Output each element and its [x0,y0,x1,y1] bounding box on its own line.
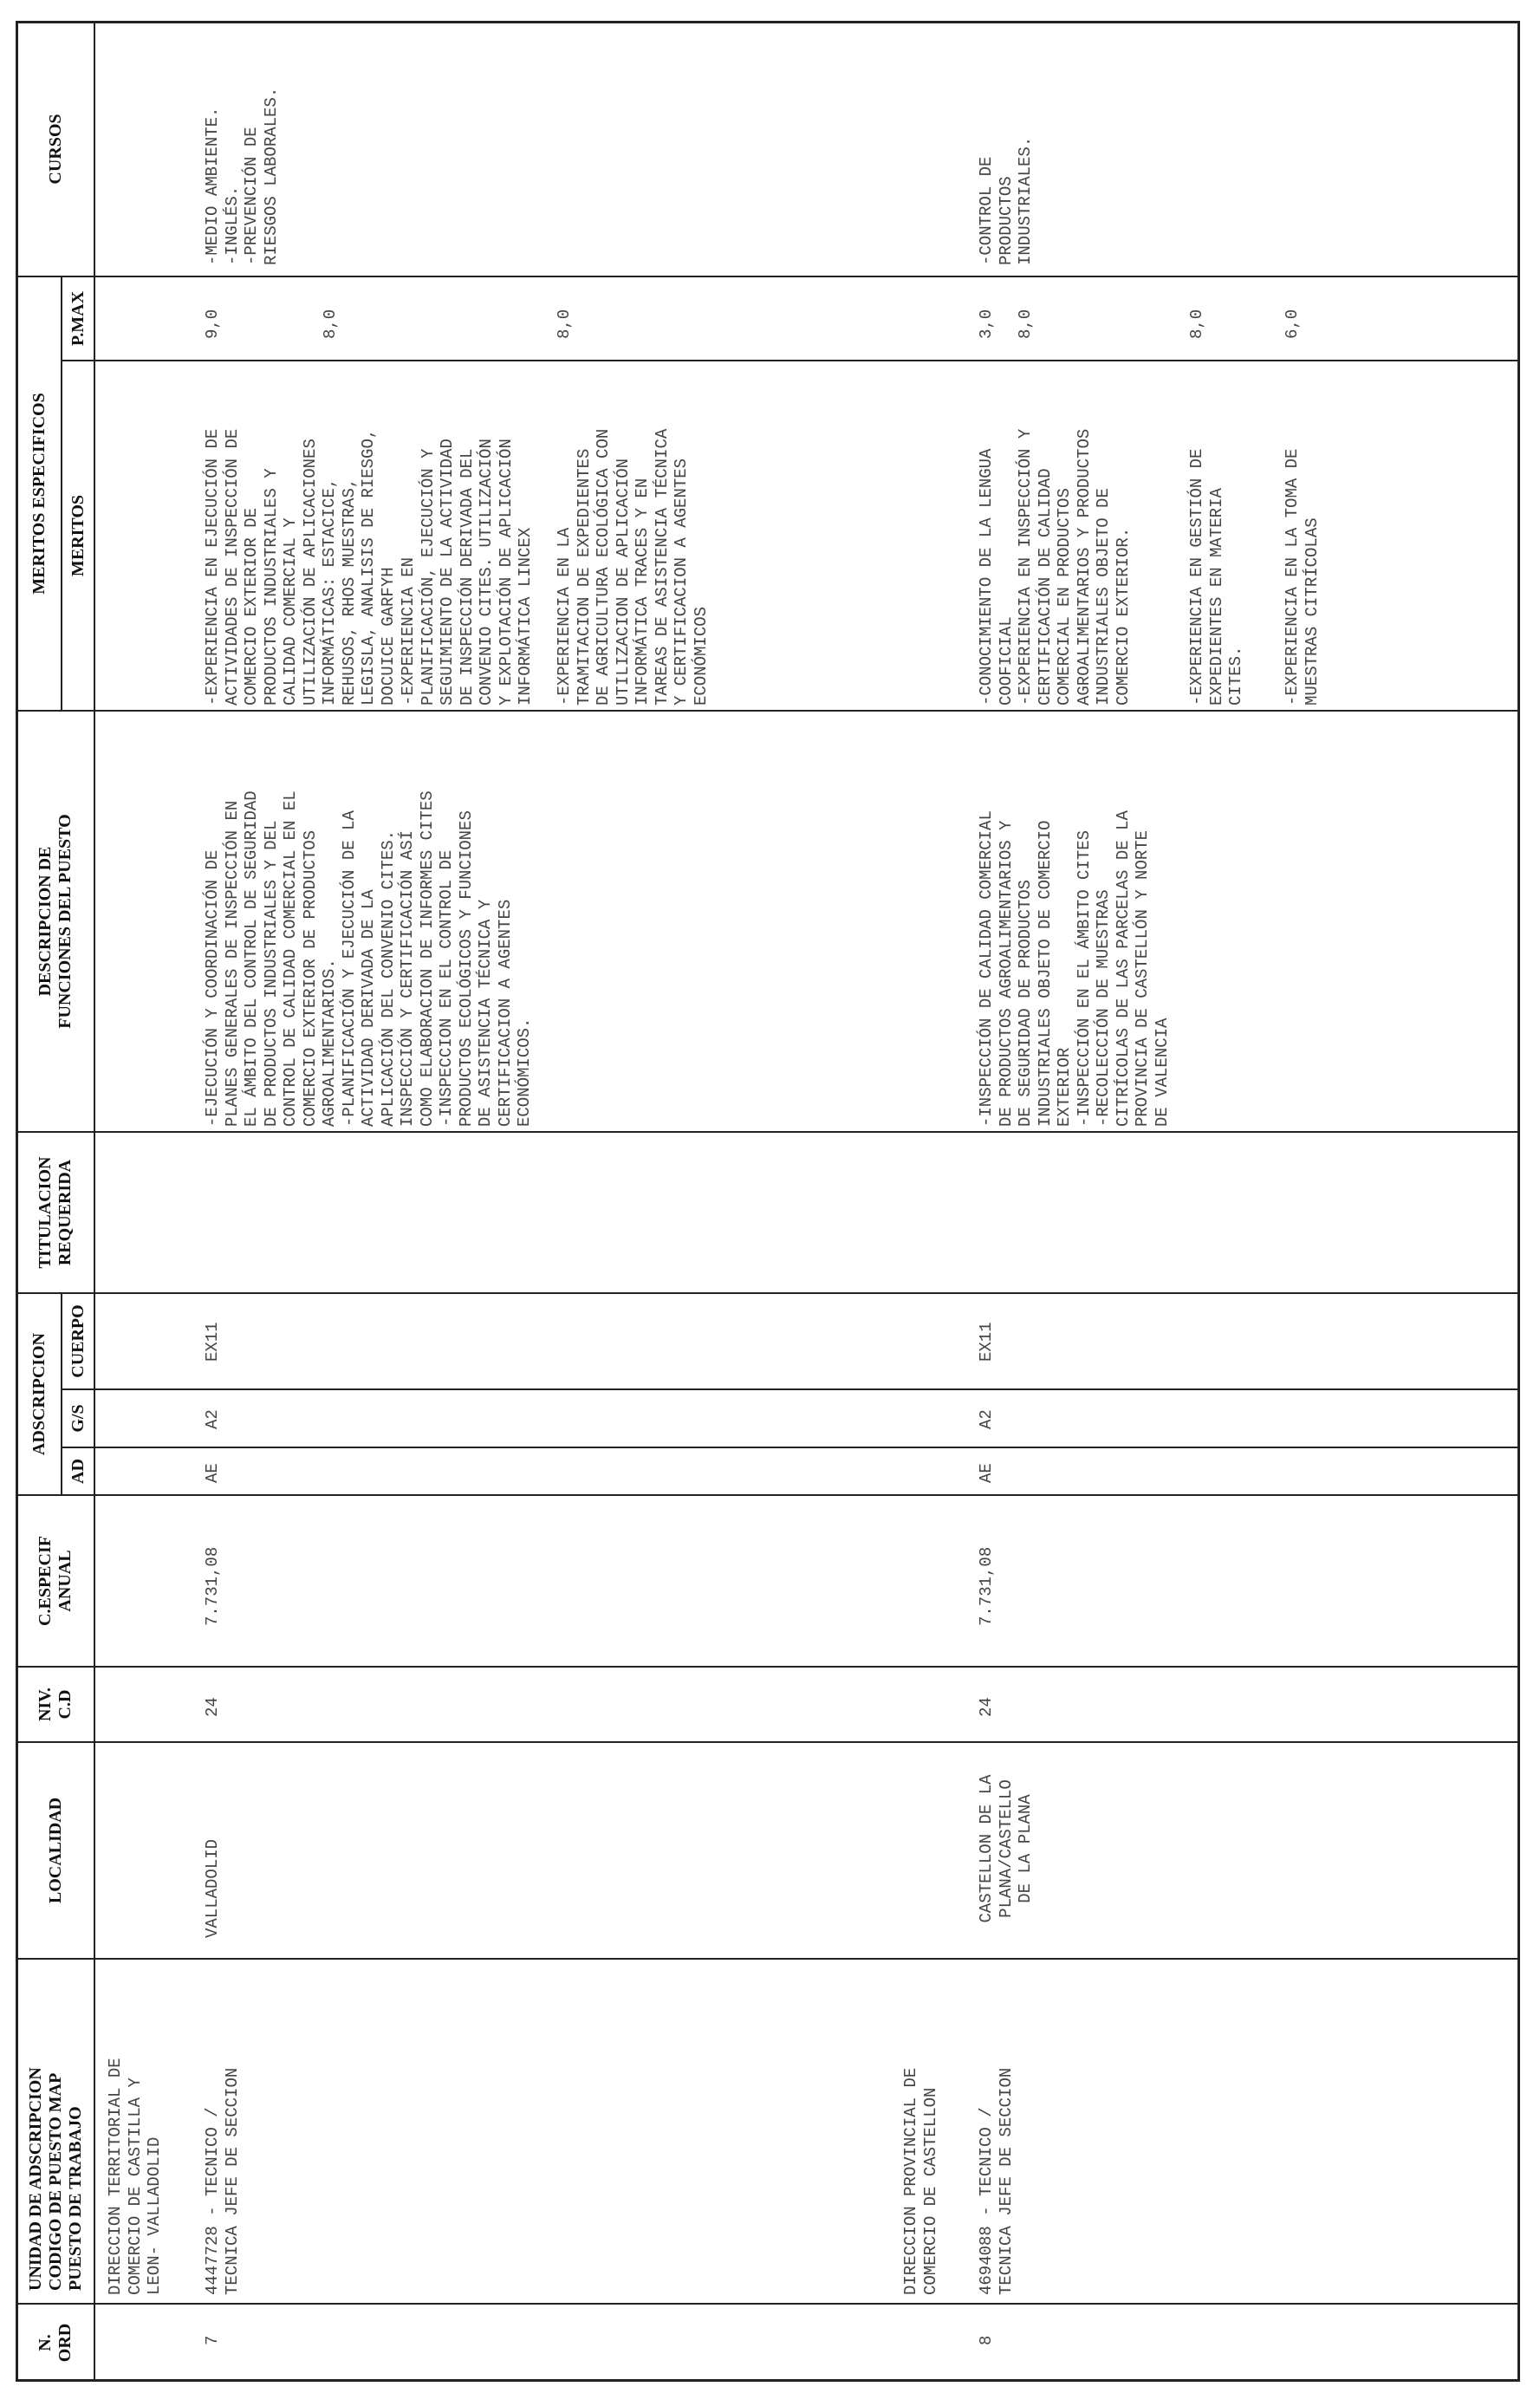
header-cursos: CURSOS [45,114,65,185]
row-merito-pmax: 8,0 [555,309,574,339]
header-titulacion: TITULACION REQUERIDA [36,1156,75,1269]
col-divider [16,1292,1520,1294]
header-niv: NIV. C.D [36,1687,75,1722]
row-cursos: -MEDIO AMBIENTE. -INGLÉS. -PREVENCIÓN DE RIESGOS LABORALES. [203,87,281,265]
row-descripcion: -EJECUCIÓN Y COORDINACIÓN DE PLANES GENERALES DE INSPECCIÓN EN EL ÁMBITO DEL CONTROL DE SEGURIDAD DE PRODUCTOS INDUSTRIALES Y DEL CONTROL DE CALIDAD COMERCIAL EN EL COMERCIO EXTERIOR DE PRODUCTOS AGROALIMENTARIOS. -PLANIFICACIÓN Y EJECUCIÓN DE LA ACTIVIDAD DERIVADA DE LA APLICACIÓN DEL CONVENIO CITES. INSPECCIÓN Y CERTIFICACIÓN ASÍ COMO ELABORACION DE INFORMES CITES -INSPECCION EN EL CONTROL DE PRODUCTOS ECOLÓGICOS Y FUNCIONES DE ASISTENCIA TÉCNICA Y CERTIFICACION A AGENTES ECONÓMICOS. [203,790,534,1127]
row-merito-pmax: 8,0 [1187,309,1206,339]
row-ad: AE [977,1463,996,1483]
header-ad: AD [68,1459,88,1484]
row-n-ord: 7 [203,2335,222,2345]
header-n-ord: N. ORD [36,2323,75,2363]
row-merito: -EXPERIENCIA EN GESTIÓN DE EXPEDIENTES EN MATERIA CITES. [1187,448,1245,706]
col-divider [16,2303,1520,2305]
col-divider [61,360,1520,361]
col-divider [16,1741,1520,1743]
row-merito-pmax: 9,0 [203,309,222,339]
row-cursos: -CONTROL DE PRODUCTOS INDUSTRIALES. [977,136,1035,265]
row-n-ord: 8 [977,2335,996,2345]
row-cuerpo: EX11 [203,1322,222,1362]
row-c-especif: 7.731,08 [203,1546,222,1626]
col-divider [16,1494,1520,1496]
col-divider [16,710,1520,712]
col-divider [61,1447,1520,1448]
row-merito-pmax: 8,0 [1016,309,1035,339]
col-divider [16,276,1520,277]
row-gs: A2 [203,1409,222,1429]
header-meritos: MERITOS [68,494,88,577]
row-descripcion: -INSPECCIÓN DE CALIDAD COMERCIAL DE PRODUCTOS AGROALIMENTARIOS Y DE SEGURIDAD DE PRODUCTOS INDUSTRIALES OBJETO DE COMERCIO EXTERIOR -INSPECCIÓN EN EL ÁMBITO CITES -RECOLECCIÓN DE MUESTRAS CITRÍCOLAS DE LAS PARCELAS DE LA PROVINCIA DE CASTELLÓN Y NORTE DE VALENCIA [977,810,1172,1127]
row-merito-pmax: 8,0 [321,309,340,339]
row-puesto: 4694088 - TECNICO / TECNICA JEFE DE SECCION [977,2067,1016,2295]
header-rule [94,21,95,2382]
row-merito-pmax: 6,0 [1283,309,1302,339]
row-ad: AE [203,1463,222,1483]
header-c-especif: C.ESPECIF ANUAL [36,1536,75,1626]
row-merito: -EXPERIENCIA EN LA TRAMITACION DE EXPEDIENTES DE AGRICULTURA ECOLÓGICA CON UTILIZACION DE APLICACIÓN INFORMÁTICA TRACES Y EN TAREAS DE ASISTENCIA TÉCNICA Y CERTIFICACION A AGENTES ECONÓMICOS [555,428,711,706]
header-descripcion: DESCRIPCION DE FUNCIONES DEL PUESTO [36,814,75,1029]
col-divider [16,1131,1520,1133]
header-unidad: UNIDAD DE ADSCRIPCION CODIGO DE PUESTO MAP PUESTO DE TRABAJO [25,2067,85,2291]
row-merito: -CONOCIMIENTO DE LA LENGUA COOFICIAL [977,448,1016,706]
row-unit-name: DIRECCION TERRITORIAL DE COMERCIO DE CASTILLA Y LEON- VALLADOLID [106,2058,164,2295]
row-puesto: 4447728 - TECNICO / TECNICA JEFE DE SECCION [203,2067,242,2295]
row-localidad: VALLADOLID [203,1838,222,1938]
row-merito: -EXPERIENCIA EN LA TOMA DE MUESTRAS CITRÍCOLAS [1283,448,1322,706]
col-divider [16,1666,1520,1668]
row-localidad: CASTELLON DE LA PLANA/CASTELLO DE LA PLANA [977,1774,1035,1923]
header-cuerpo: CUERPO [68,1304,88,1378]
row-gs: A2 [977,1409,996,1429]
header-meritos-especificos: MERITOS ESPECIFICOS [29,393,49,595]
row-merito: -EXPERIENCIA EN PLANIFICACIÓN, EJECUCIÓN Y SEGUIMIENTO DE LA ACTIVIDAD DE INSPECCIÓN DERIVADA DEL CONVENIO CITES. UTILIZACIÓN Y EXPLOTACIÓN DE APLICACIÓN INFORMÁTICA LINCEX [399,439,535,706]
row-niv: 24 [203,1697,222,1717]
header-localidad: LOCALIDAD [45,1797,65,1904]
row-niv: 24 [977,1697,996,1717]
row-unit-name: DIRECCION PROVINCIAL DE COMERCIO DE CASTELLON [901,2067,940,2295]
col-divider [61,1388,1520,1390]
row-c-especif: 7.731,08 [977,1546,996,1626]
header-adscripcion: ADSCRIPCION [29,1332,49,1456]
col-divider [16,1958,1520,1960]
header-pmax: P.MAX [68,290,88,347]
row-cuerpo: EX11 [977,1322,996,1362]
row-merito-pmax: 3,0 [977,309,996,339]
row-merito: -EXPERIENCIA EN EJECUCIÓN DE ACTIVIDADES DE INSPECCIÓN DE COMERCIO EXTERIOR DE PRODUCTOS INDUSTRIALES Y CALIDAD COMERCIAL Y UTILIZACIÓN DE APLICACIONES INFORMÁTICAS: ESTACICE, REHUSOS, RHOS MUESTRAS, LEGISLA, ANALISIS DE RIESGO, DOCUICE GARFYH [203,428,398,706]
header-gs: G/S [68,1404,88,1433]
row-merito: -EXPERIENCIA EN INSPECCIÓN Y CERTIFICACIÓN DE CALIDAD COMERCIAL EN PRODUCTOS AGROALIMENTARIOS Y PRODUCTOS INDUSTRIALES OBJETO DE COMERCIO EXTERIOR. [1016,428,1133,706]
